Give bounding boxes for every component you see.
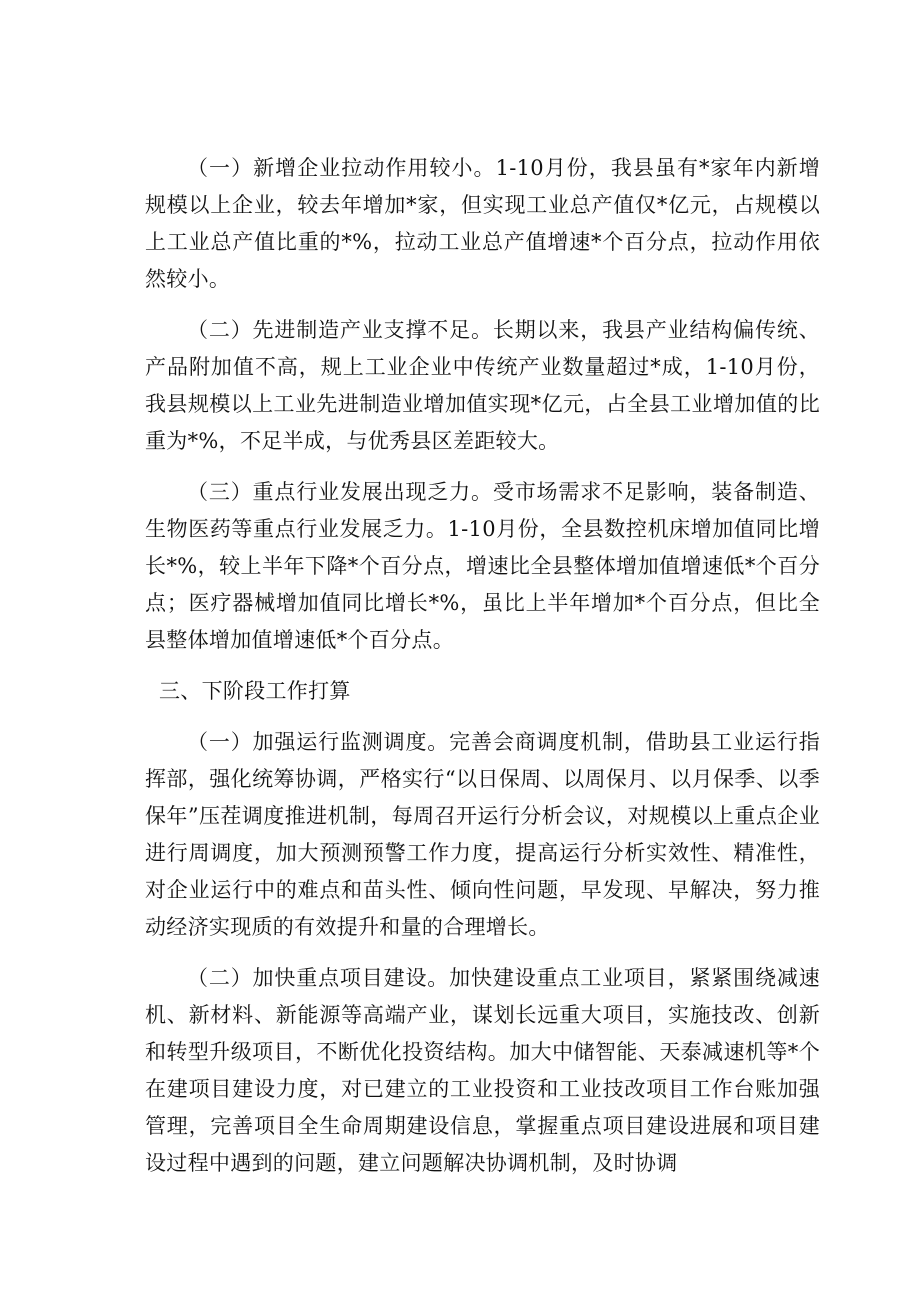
- section-heading-next-plan: 三、下阶段工作打算: [159, 679, 351, 703]
- paragraph-advanced-manufacturing: （二）先进制造产业支撑不足。长期以来，我县产业结构偏传统、产品附加值不高，规上工业企业中传统产业数量超过*成，1-10月份，我县规模以上工业先进制造业增加值实现*亿元，占全县工业增加值的比重为*%，不足半成，与优秀县区差距较大。: [145, 318, 820, 453]
- paragraph-key-industries: （三）重点行业发展出现乏力。受市场需求不足影响，装备制造、生物医药等重点行业发展乏力。1-10月份，全县数控机床增加值同比增长*%，较上半年下降*个百分点，增速比全县整体增加值增速低*个百分点；医疗器械增加值同比增长*%，虽比上半年增加*个百分点，但比全县整体增加值增速低*个百分点。: [145, 480, 820, 652]
- paragraph-key-projects: （二）加快重点项目建设。加快建设重点工业项目，紧紧围绕减速机、新材料、新能源等高端产业，谋划长远重大项目，实施技改、创新和转型升级项目，不断优化投资结构。加大中储智能、天泰减速机等*个在建项目建设力度，对已建立的工业投资和工业技改项目工作台账加强管理，完善项目全生命周期建设信息，掌握重点项目建设进展和项目建设过程中遇到的问题，建立问题解决协调机制，及时协调: [145, 966, 820, 1175]
- document-body: [145, 150, 820, 1196]
- paragraph-new-enterprises: （一）新增企业拉动作用较小。1-10月份，我县虽有*家年内新增规模以上企业，较去年增加*家，但实现工业总产值仅*亿元，占规模以上工业总产值比重的*%，拉动工业总产值增速*个百分点，拉动作用依然较小。: [145, 156, 820, 291]
- paragraph-monitoring: （一）加强运行监测调度。完善会商调度机制，借助县工业运行指挥部，强化统筹协调，严格实行“以日保周、以周保月、以月保季、以季保年”压茬调度推进机制，每周召开运行分析会议，对规模以上重点企业进行周调度，加大预测预警工作力度，提高运行分析实效性、精准性，对企业运行中的难点和苗头性、倾向性问题，早发现、早解决，努力推动经济实现质的有效提升和量的合理增长。: [145, 730, 820, 939]
